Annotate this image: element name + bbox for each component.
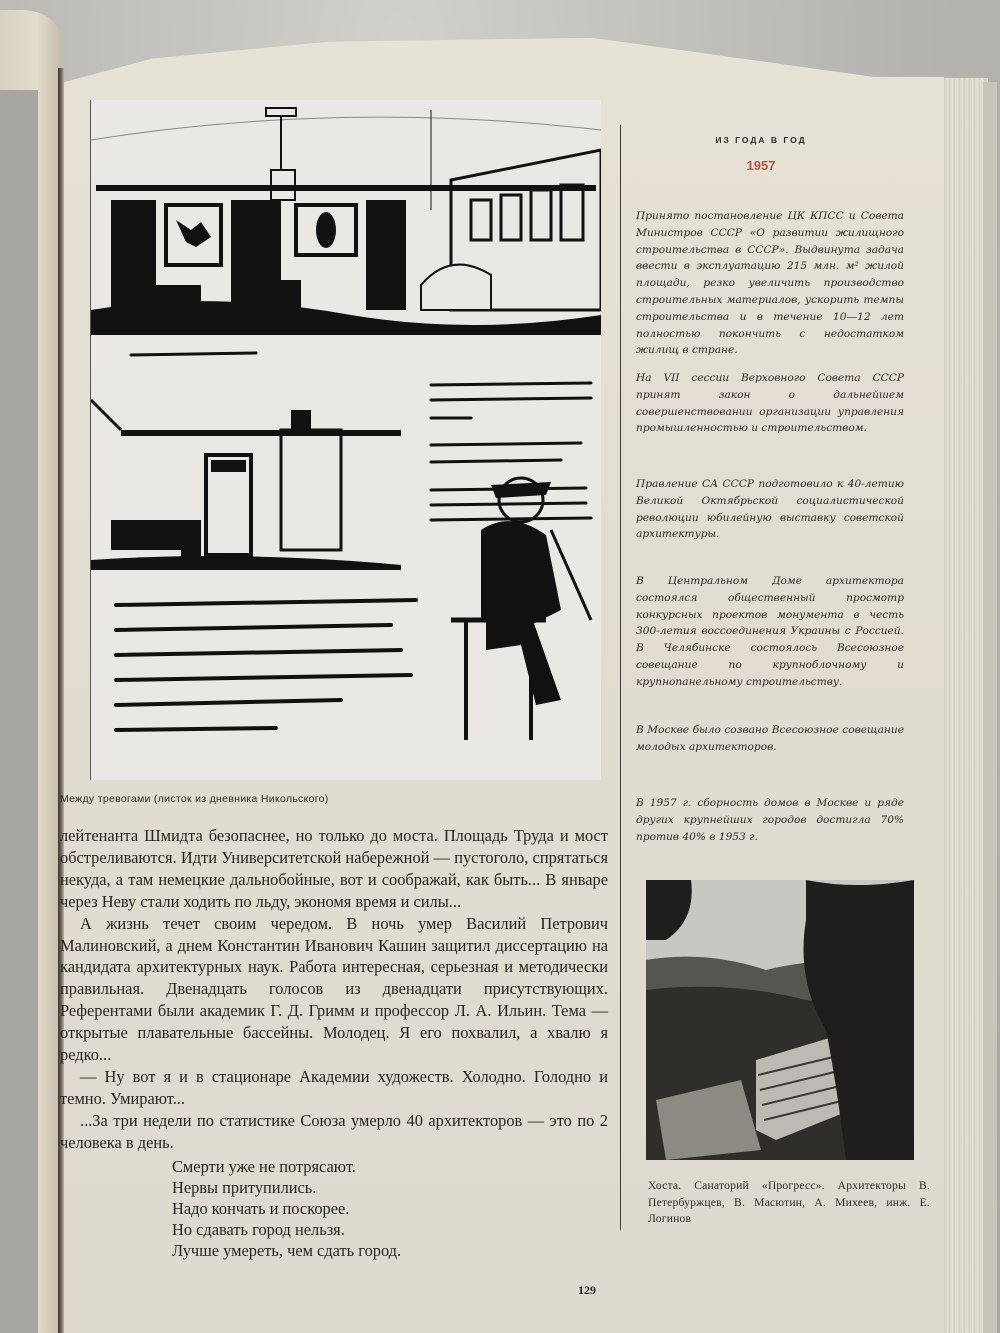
paragraph: лейтенанта Шмидта безопаснее, но только до моста. Площадь Труда и мост обстреливаются. Идти Университетской набережной — пустоголо, спрятаться некуда, а там немецкие дальнобойные, вот и соображай, как быть... В январе через Неву стали ходить по льду, экономя время и силы... <box>60 826 608 911</box>
photo-caption: Хоста. Санаторий «Прогресс». Архитекторы В. Петербуржцев, В. Масютин, А. Михеев, инж. Е. Логинов <box>648 1179 930 1225</box>
chronicle-note: В Москве было созвано Всесоюзное совещание молодых архитекторов. <box>636 724 904 753</box>
year-heading: 1957 <box>746 158 776 173</box>
poem-line: Нервы притупились. <box>172 1178 317 1197</box>
chronicle-note: На VII сессии Верховного Совета СССР принят закон о дальнейшем совершенствовании организации управления промышленностью и строительством. <box>636 372 904 435</box>
poem-line: Лучше умереть, чем сдать город. <box>172 1241 402 1260</box>
figure-caption: Между тревогами (листок из дневника Никольского) <box>60 793 329 805</box>
chronicle-note: Принято постановление ЦК КПСС и Совета Министров СССР «О развитии жилищного строительства в СССР». Выдвинута задача ввести в эксплуатацию 215 млн. м² жилой площади, резко увеличить производство строительных материалов, ускорить темпы строительства и в течение 10—12 лет полностью покончить с недостатком жилищ в стране. <box>636 210 904 357</box>
chronicle-note: Правление СА СССР подготовило к 40-летию Великой Октябрьской социалистической революции юбилейную выставку советской архитектуры. <box>636 478 904 541</box>
paragraph: А жизнь течет своим чередом. В ночь умер Василий Петрович Малиновский, а днем Константин Иванович Кашин защитил диссертацию на кандидата архитектурных наук. Работа интересная, серьезная и методически правильная. Двенадцать голосов из двенадцати присутствующих. Референтами были академик Г. Д. Гримм и профессор Л. А. Ильин. Тема — открытые плавательные бассейны. Молодец. Я его похвалил, а хвалю я редко... <box>60 913 608 1065</box>
sketch-illustration <box>91 100 601 780</box>
sanatorium-photograph <box>646 880 914 1160</box>
page-number: 129 <box>578 1283 596 1297</box>
paragraph: — Ну вот я и в стационаре Академии художеств. Холодно. Голодно и темно. Умирают... <box>60 1066 608 1108</box>
chronicle-note: В Центральном Доме архитектора состоялся общественный просмотр конкурсных проектов монумента в честь 300-летия воссоединения Украины с Россией. В Челябинске состоялось Всесоюзное совещание по крупноблочному и крупнопанельному строительству. <box>636 575 904 688</box>
column-divider <box>620 125 621 1230</box>
section-label: ИЗ ГОДА В ГОД <box>715 135 807 145</box>
poem-line: Надо кончать и поскорее. <box>172 1199 350 1218</box>
poem <box>172 1156 401 1261</box>
sanatorium-photo <box>646 880 914 1160</box>
main-text <box>60 825 608 1154</box>
chronicle-note: В 1957 г. сборность домов в Москве и ряде других крупнейших городов достигла 70% против 40% в 1953 г. <box>636 797 904 843</box>
paragraph: ...За три недели по статистике Союза умерло 40 архитекторов — это по 2 человека в день. <box>60 1110 608 1152</box>
poem-line: Смерти уже не потрясают. <box>172 1157 356 1176</box>
poem-line: Но сдавать город нельзя. <box>172 1220 345 1239</box>
book-cover-edge <box>983 82 997 1333</box>
diary-sketch-figure <box>90 100 601 780</box>
left-page-image-edge <box>0 90 38 1333</box>
